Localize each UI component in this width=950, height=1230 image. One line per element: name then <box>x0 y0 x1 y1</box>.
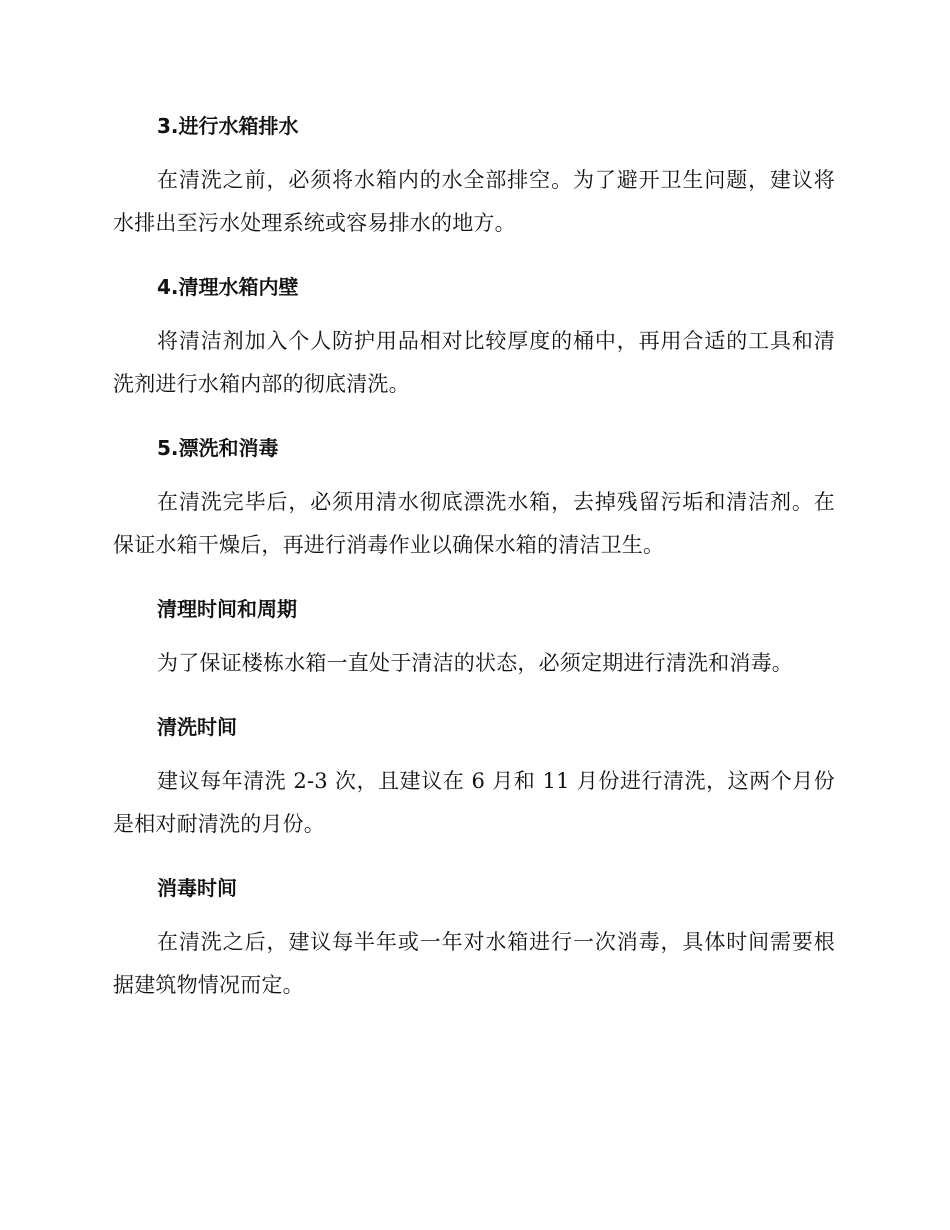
section-cleaning-time <box>113 707 835 846</box>
section-disinfection-time <box>113 868 835 1007</box>
section-clean-inner-wall <box>113 267 835 406</box>
section-heading: 5.漂洗和消毒 <box>157 436 279 460</box>
section-heading: 3.进行水箱排水 <box>157 114 299 138</box>
section-paragraph: 为了保证楼栋水箱一直处于清洁的状态，必须定期进行清洗和消毒。 <box>157 651 793 675</box>
section-paragraph: 建议每年清洗 2-3 次，且建议在 6 月和 11 月份进行清洗，这两个月份是相对耐清洗的月份。 <box>113 769 835 836</box>
section-drain-tank <box>113 106 835 245</box>
section-cleaning-schedule <box>113 589 835 685</box>
section-heading: 清理时间和周期 <box>157 597 297 621</box>
section-paragraph: 将清洁剂加入个人防护用品相对比较厚度的桶中，再用合适的工具和清洗剂进行水箱内部的彻底清洗。 <box>113 329 835 396</box>
section-rinse-disinfect <box>113 428 835 567</box>
section-heading: 4.清理水箱内壁 <box>157 275 299 299</box>
section-heading: 清洗时间 <box>157 715 237 739</box>
section-paragraph: 在清洗之后，建议每半年或一年对水箱进行一次消毒，具体时间需要根据建筑物情况而定。 <box>113 930 835 997</box>
section-paragraph: 在清洗完毕后，必须用清水彻底漂洗水箱，去掉残留污垢和清洁剂。在保证水箱干燥后，再进行消毒作业以确保水箱的清洁卫生。 <box>113 490 835 557</box>
document-body <box>113 106 835 1029</box>
section-paragraph: 在清洗之前，必须将水箱内的水全部排空。为了避开卫生问题，建议将水排出至污水处理系统或容易排水的地方。 <box>113 168 835 235</box>
section-heading: 消毒时间 <box>157 876 237 900</box>
